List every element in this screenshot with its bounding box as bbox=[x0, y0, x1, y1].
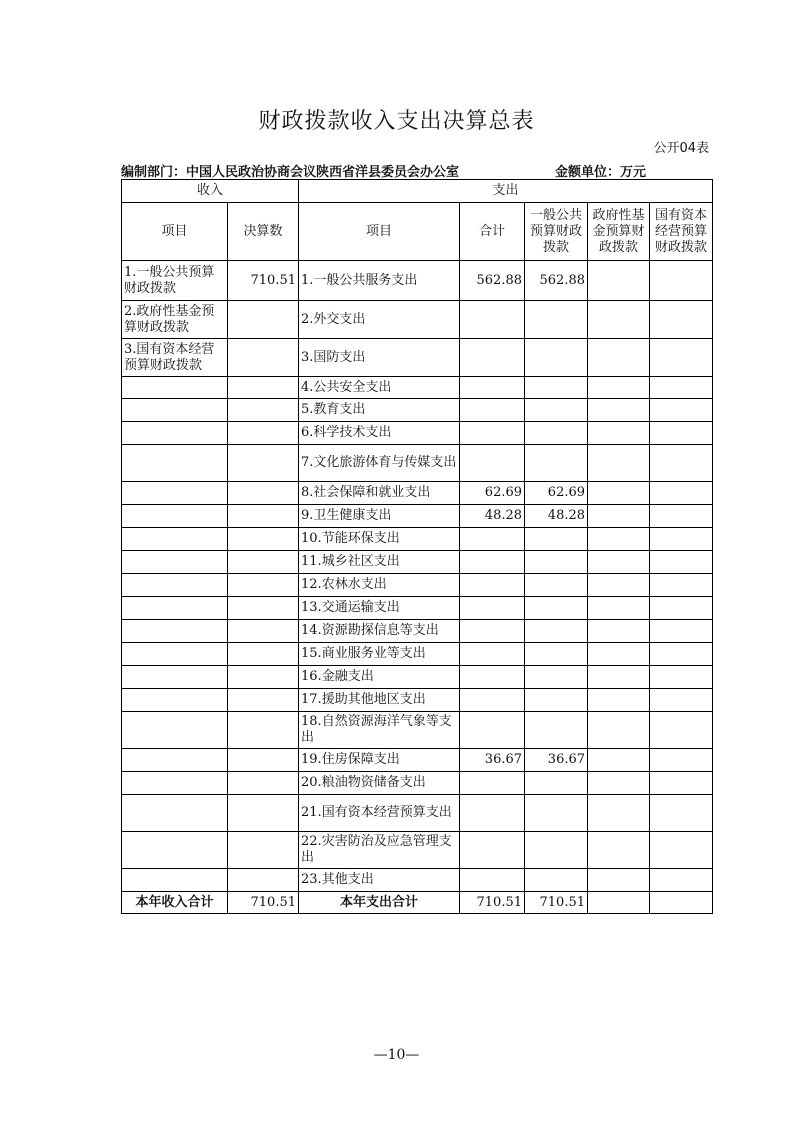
gov-fund-cell bbox=[588, 377, 650, 399]
income-item-cell: 3.国有资本经营预算财政拨款 bbox=[122, 339, 228, 377]
general-budget-cell bbox=[525, 772, 588, 795]
state-capital-cell bbox=[650, 689, 713, 712]
general-budget-cell bbox=[525, 377, 588, 399]
expense-item-cell: 22.灾害防治及应急管理支出 bbox=[299, 832, 460, 869]
table-row bbox=[122, 643, 713, 666]
table-row bbox=[122, 399, 713, 422]
income-item-cell bbox=[122, 749, 228, 772]
income-amount-cell: 710.51 bbox=[228, 261, 299, 301]
total-cell bbox=[460, 377, 525, 399]
compiling-department: 编制部门：中国人民政治协商会议陕西省洋县委员会办公室 bbox=[121, 165, 460, 180]
income-item-cell bbox=[122, 795, 228, 832]
total-cell bbox=[460, 832, 525, 869]
expense-item-cell: 2.外交支出 bbox=[299, 301, 460, 339]
income-item-cell bbox=[122, 551, 228, 574]
table-row bbox=[122, 261, 713, 301]
income-item-cell bbox=[122, 528, 228, 551]
general-budget-cell bbox=[525, 399, 588, 422]
expense-item-cell: 15.商业服务业等支出 bbox=[299, 643, 460, 666]
income-amount-cell bbox=[228, 772, 299, 795]
gov-fund-cell bbox=[588, 689, 650, 712]
total-cell bbox=[460, 339, 525, 377]
gov-fund-total-cell bbox=[588, 892, 650, 914]
total-cell: 36.67 bbox=[460, 749, 525, 772]
gov-fund-cell bbox=[588, 772, 650, 795]
income-amount-cell bbox=[228, 399, 299, 422]
gov-fund-cell bbox=[588, 399, 650, 422]
fiscal-table bbox=[121, 179, 713, 914]
expense-item-cell: 18.自然资源海洋气象等支出 bbox=[299, 712, 460, 749]
expense-item-cell: 8.社会保障和就业支出 bbox=[299, 482, 460, 505]
income-item-cell bbox=[122, 445, 228, 482]
table-row bbox=[122, 772, 713, 795]
total-cell bbox=[460, 666, 525, 689]
expense-total-cell: 710.51 bbox=[460, 892, 525, 914]
gov-fund-cell bbox=[588, 505, 650, 528]
table-row bbox=[122, 666, 713, 689]
income-item-cell bbox=[122, 422, 228, 445]
general-budget-cell bbox=[525, 689, 588, 712]
expense-item-cell: 10.节能环保支出 bbox=[299, 528, 460, 551]
state-capital-total-cell bbox=[650, 892, 713, 914]
expense-item-cell: 5.教育支出 bbox=[299, 399, 460, 422]
income-amount-cell bbox=[228, 666, 299, 689]
gov-fund-cell bbox=[588, 301, 650, 339]
state-capital-cell bbox=[650, 795, 713, 832]
state-capital-cell bbox=[650, 666, 713, 689]
income-total-label: 本年收入合计 bbox=[122, 892, 228, 914]
state-capital-cell bbox=[650, 445, 713, 482]
income-amount-cell bbox=[228, 869, 299, 892]
table-row bbox=[122, 749, 713, 772]
income-amount-cell bbox=[228, 689, 299, 712]
income-amount-cell bbox=[228, 445, 299, 482]
general-budget-cell bbox=[525, 574, 588, 597]
state-capital-cell bbox=[650, 505, 713, 528]
table-row bbox=[122, 795, 713, 832]
state-capital-cell bbox=[650, 832, 713, 869]
general-budget-cell bbox=[525, 597, 588, 620]
general-budget-cell bbox=[525, 869, 588, 892]
general-budget-cell bbox=[525, 339, 588, 377]
table-row bbox=[122, 482, 713, 505]
expense-item-cell: 4.公共安全支出 bbox=[299, 377, 460, 399]
expense-section-header: 支出 bbox=[299, 180, 713, 203]
table-row bbox=[122, 422, 713, 445]
state-capital-cell bbox=[650, 869, 713, 892]
expense-item-cell: 12.农林水支出 bbox=[299, 574, 460, 597]
income-total-amount: 710.51 bbox=[228, 892, 299, 914]
income-item-cell bbox=[122, 643, 228, 666]
expense-item-cell: 17.援助其他地区支出 bbox=[299, 689, 460, 712]
table-code: 公开04表 bbox=[653, 141, 709, 156]
state-capital-cell bbox=[650, 301, 713, 339]
state-capital-cell bbox=[650, 377, 713, 399]
expense-item-cell: 6.科学技术支出 bbox=[299, 422, 460, 445]
state-capital-cell bbox=[650, 422, 713, 445]
expense-item-cell: 7.文化旅游体育与传媒支出 bbox=[299, 445, 460, 482]
income-item-cell bbox=[122, 505, 228, 528]
table-row bbox=[122, 712, 713, 749]
general-budget-cell bbox=[525, 643, 588, 666]
state-capital-cell bbox=[650, 643, 713, 666]
gov-fund-cell bbox=[588, 620, 650, 643]
table-row bbox=[122, 597, 713, 620]
income-item-cell bbox=[122, 377, 228, 399]
table-row bbox=[122, 574, 713, 597]
total-cell: 48.28 bbox=[460, 505, 525, 528]
income-amount-cell bbox=[228, 795, 299, 832]
total-cell bbox=[460, 597, 525, 620]
income-item-cell: 1.一般公共预算财政拨款 bbox=[122, 261, 228, 301]
total-cell bbox=[460, 301, 525, 339]
gov-fund-cell bbox=[588, 551, 650, 574]
income-amount-cell bbox=[228, 597, 299, 620]
gov-fund-cell bbox=[588, 574, 650, 597]
total-cell bbox=[460, 712, 525, 749]
income-item-cell bbox=[122, 574, 228, 597]
income-item-cell bbox=[122, 869, 228, 892]
income-item-cell bbox=[122, 772, 228, 795]
expense-item-cell: 9.卫生健康支出 bbox=[299, 505, 460, 528]
general-budget-cell bbox=[525, 551, 588, 574]
expense-item-cell: 19.住房保障支出 bbox=[299, 749, 460, 772]
table-row bbox=[122, 301, 713, 339]
income-amount-cell bbox=[228, 643, 299, 666]
expense-total-label: 本年支出合计 bbox=[299, 892, 460, 914]
state-capital-cell bbox=[650, 620, 713, 643]
gov-fund-cell bbox=[588, 749, 650, 772]
gov-fund-cell bbox=[588, 643, 650, 666]
income-amount-cell bbox=[228, 832, 299, 869]
state-capital-cell bbox=[650, 772, 713, 795]
column-header-row bbox=[122, 203, 713, 261]
state-capital-cell bbox=[650, 551, 713, 574]
page-title: 财政拨款收入支出决算总表 bbox=[258, 109, 535, 134]
income-amount-cell bbox=[228, 574, 299, 597]
col-total: 合计 bbox=[460, 203, 525, 261]
general-budget-cell: 36.67 bbox=[525, 749, 588, 772]
table-row bbox=[122, 528, 713, 551]
state-capital-cell bbox=[650, 749, 713, 772]
expense-item-cell: 13.交通运输支出 bbox=[299, 597, 460, 620]
state-capital-cell bbox=[650, 339, 713, 377]
state-capital-cell bbox=[650, 574, 713, 597]
total-cell bbox=[460, 399, 525, 422]
state-capital-cell bbox=[650, 528, 713, 551]
table-row bbox=[122, 869, 713, 892]
section-header-row bbox=[122, 180, 713, 203]
general-budget-cell bbox=[525, 528, 588, 551]
total-cell bbox=[460, 551, 525, 574]
total-cell bbox=[460, 689, 525, 712]
income-item-cell bbox=[122, 597, 228, 620]
expense-item-cell: 1.一般公共服务支出 bbox=[299, 261, 460, 301]
income-section-header: 收入 bbox=[122, 180, 299, 203]
total-cell bbox=[460, 643, 525, 666]
income-item-cell bbox=[122, 689, 228, 712]
gov-fund-cell bbox=[588, 482, 650, 505]
total-cell bbox=[460, 620, 525, 643]
gov-fund-cell bbox=[588, 445, 650, 482]
total-cell bbox=[460, 574, 525, 597]
table-row bbox=[122, 832, 713, 869]
table-row bbox=[122, 445, 713, 482]
income-amount-cell bbox=[228, 528, 299, 551]
expense-item-cell: 16.金融支出 bbox=[299, 666, 460, 689]
gov-fund-cell bbox=[588, 597, 650, 620]
general-budget-cell bbox=[525, 666, 588, 689]
table-row bbox=[122, 505, 713, 528]
total-cell bbox=[460, 869, 525, 892]
table-row bbox=[122, 689, 713, 712]
col-general-budget: 一般公共预算财政拨款 bbox=[525, 203, 588, 261]
gov-fund-cell bbox=[588, 339, 650, 377]
total-cell: 62.69 bbox=[460, 482, 525, 505]
total-cell bbox=[460, 795, 525, 832]
state-capital-cell bbox=[650, 712, 713, 749]
income-amount-cell bbox=[228, 377, 299, 399]
income-item-cell bbox=[122, 620, 228, 643]
income-amount-cell bbox=[228, 422, 299, 445]
table-row bbox=[122, 339, 713, 377]
state-capital-cell bbox=[650, 399, 713, 422]
col-gov-fund: 政府性基金预算财政拨款 bbox=[588, 203, 650, 261]
general-budget-cell bbox=[525, 620, 588, 643]
general-budget-cell: 562.88 bbox=[525, 261, 588, 301]
income-amount-cell bbox=[228, 301, 299, 339]
state-capital-cell bbox=[650, 482, 713, 505]
gov-fund-cell bbox=[588, 869, 650, 892]
state-capital-cell bbox=[650, 261, 713, 301]
general-budget-cell bbox=[525, 422, 588, 445]
general-budget-cell: 48.28 bbox=[525, 505, 588, 528]
expense-item-cell: 3.国防支出 bbox=[299, 339, 460, 377]
gov-fund-cell bbox=[588, 712, 650, 749]
income-item-cell: 2.政府性基金预算财政拨款 bbox=[122, 301, 228, 339]
col-income-item: 项目 bbox=[122, 203, 228, 261]
gov-fund-cell bbox=[588, 422, 650, 445]
total-cell bbox=[460, 422, 525, 445]
gov-fund-cell bbox=[588, 261, 650, 301]
expense-item-cell: 20.粮油物资储备支出 bbox=[299, 772, 460, 795]
col-expense-item: 项目 bbox=[299, 203, 460, 261]
gov-fund-cell bbox=[588, 795, 650, 832]
money-unit: 金额单位：万元 bbox=[555, 165, 647, 180]
income-amount-cell bbox=[228, 620, 299, 643]
col-state-capital: 国有资本经营预算财政拨款 bbox=[650, 203, 713, 261]
general-budget-cell bbox=[525, 301, 588, 339]
table-row bbox=[122, 377, 713, 399]
table-row bbox=[122, 620, 713, 643]
gov-fund-cell bbox=[588, 528, 650, 551]
income-item-cell bbox=[122, 482, 228, 505]
expense-item-cell: 21.国有资本经营预算支出 bbox=[299, 795, 460, 832]
general-budget-cell bbox=[525, 712, 588, 749]
page-number: —10— bbox=[373, 1047, 420, 1063]
income-amount-cell bbox=[228, 339, 299, 377]
income-item-cell bbox=[122, 712, 228, 749]
total-cell bbox=[460, 445, 525, 482]
general-budget-cell bbox=[525, 445, 588, 482]
general-budget-total-cell: 710.51 bbox=[525, 892, 588, 914]
state-capital-cell bbox=[650, 597, 713, 620]
income-item-cell bbox=[122, 666, 228, 689]
income-item-cell bbox=[122, 832, 228, 869]
total-cell: 562.88 bbox=[460, 261, 525, 301]
income-amount-cell bbox=[228, 712, 299, 749]
general-budget-cell bbox=[525, 795, 588, 832]
income-amount-cell bbox=[228, 749, 299, 772]
general-budget-cell bbox=[525, 832, 588, 869]
income-amount-cell bbox=[228, 551, 299, 574]
table-row bbox=[122, 551, 713, 574]
gov-fund-cell bbox=[588, 666, 650, 689]
income-amount-cell bbox=[228, 482, 299, 505]
income-item-cell bbox=[122, 399, 228, 422]
general-budget-cell: 62.69 bbox=[525, 482, 588, 505]
income-amount-cell bbox=[228, 505, 299, 528]
gov-fund-cell bbox=[588, 832, 650, 869]
totals-row bbox=[122, 892, 713, 914]
col-final-amount: 决算数 bbox=[228, 203, 299, 261]
total-cell bbox=[460, 772, 525, 795]
expense-item-cell: 14.资源勘探信息等支出 bbox=[299, 620, 460, 643]
total-cell bbox=[460, 528, 525, 551]
expense-item-cell: 23.其他支出 bbox=[299, 869, 460, 892]
expense-item-cell: 11.城乡社区支出 bbox=[299, 551, 460, 574]
